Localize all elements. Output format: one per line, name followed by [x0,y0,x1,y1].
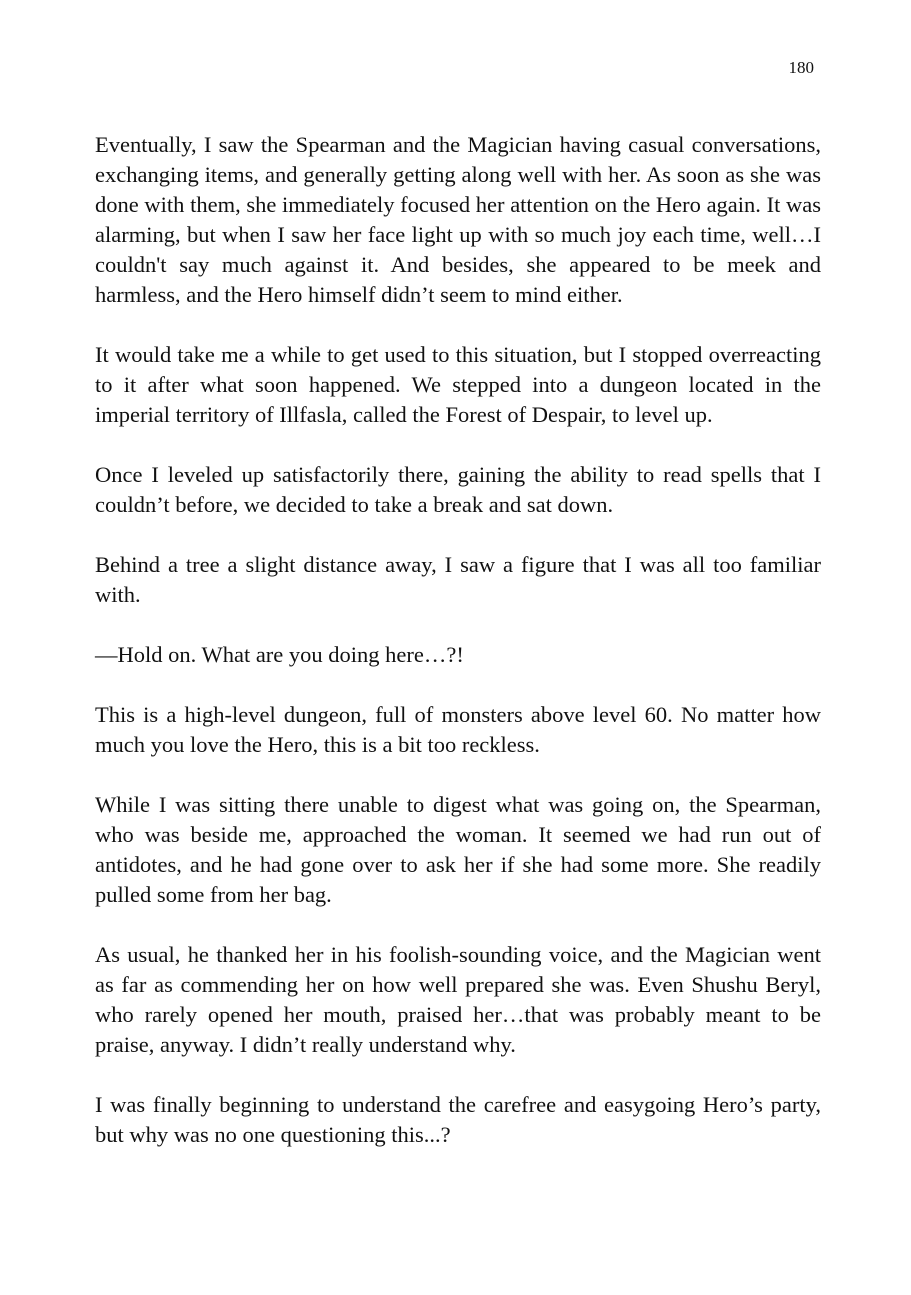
paragraph: It would take me a while to get used to this situation, but I stopped overreacting to it after what soon happened. We stepped into a dungeon located in the imperial territory of Illfasla, called the Forest of Despair, to level up. [95,342,821,427]
paragraph: While I was sitting there unable to digest what was going on, the Spearman, who was beside me, approached the woman. It seemed we had run out of antidotes, and he had gone over to ask her if she had some more. She readily pulled some from her bag. [95,792,821,907]
paragraph: —Hold on. What are you doing here…?! [95,642,464,667]
paragraph: I was finally beginning to understand the carefree and easygoing Hero’s party, but why was no one questioning this...? [95,1092,821,1147]
paragraph: Once I leveled up satisfactorily there, gaining the ability to read spells that I couldn’t before, we decided to take a break and sat down. [95,462,821,517]
paragraph: This is a high-level dungeon, full of monsters above level 60. No matter how much you love the Hero, this is a bit too reckless. [95,702,821,757]
paragraph: Eventually, I saw the Spearman and the Magician having casual conversations, exchanging items, and generally getting along well with her. As soon as she was done with them, she immediately focused her attention on the Hero again. It was alarming, but when I saw her face light up with so much joy each time, well…I couldn't say much against it. And besides, she appeared to be meek and harmless, and the Hero himself didn’t seem to mind either. [95,132,821,307]
page-number: 180 [788,58,814,77]
page-body [95,130,821,1180]
paragraph: As usual, he thanked her in his foolish-sounding voice, and the Magician went as far as commending her on how well prepared she was. Even Shushu Beryl, who rarely opened her mouth, praised her…that was probably meant to be praise, anyway. I didn’t really understand why. [95,942,821,1057]
paragraph: Behind a tree a slight distance away, I saw a figure that I was all too familiar with. [95,552,821,607]
